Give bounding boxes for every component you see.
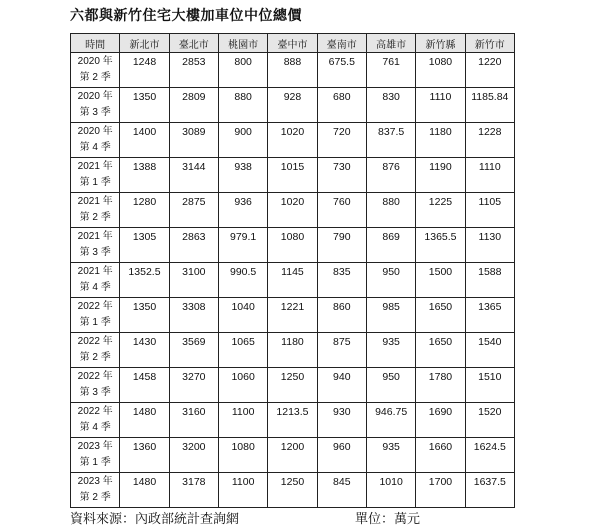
quarter-label: 第 3 季 bbox=[79, 387, 111, 398]
value-cell: 950 bbox=[366, 263, 415, 298]
year-label: 2021 年 bbox=[77, 231, 113, 242]
value-cell: 1458 bbox=[120, 368, 169, 403]
value-cell: 1637.5 bbox=[465, 473, 514, 508]
value-cell: 1780 bbox=[416, 368, 465, 403]
value-cell: 800 bbox=[218, 53, 267, 88]
column-header: 新竹市 bbox=[465, 34, 514, 53]
value-cell: 675.5 bbox=[317, 53, 366, 88]
time-cell bbox=[71, 88, 120, 123]
value-cell: 1010 bbox=[366, 473, 415, 508]
value-cell: 880 bbox=[218, 88, 267, 123]
quarter-label: 第 2 季 bbox=[79, 492, 111, 503]
value-cell: 1220 bbox=[465, 53, 514, 88]
value-cell: 3089 bbox=[169, 123, 218, 158]
value-cell: 936 bbox=[218, 193, 267, 228]
value-cell: 1213.5 bbox=[268, 403, 317, 438]
column-header: 新竹縣 bbox=[416, 34, 465, 53]
table-row bbox=[71, 473, 515, 508]
quarter-label: 第 1 季 bbox=[79, 317, 111, 328]
value-cell: 1185.84 bbox=[465, 88, 514, 123]
value-cell: 1305 bbox=[120, 228, 169, 263]
time-cell bbox=[71, 473, 120, 508]
quarter-label: 第 2 季 bbox=[79, 72, 111, 83]
value-cell: 1250 bbox=[268, 368, 317, 403]
value-cell: 1180 bbox=[416, 123, 465, 158]
value-cell: 1660 bbox=[416, 438, 465, 473]
value-cell: 1350 bbox=[120, 298, 169, 333]
value-cell: 938 bbox=[218, 158, 267, 193]
value-cell: 985 bbox=[366, 298, 415, 333]
value-cell: 1624.5 bbox=[465, 438, 514, 473]
value-cell: 760 bbox=[317, 193, 366, 228]
time-cell bbox=[71, 228, 120, 263]
table-row bbox=[71, 438, 515, 473]
year-label: 2022 年 bbox=[77, 406, 113, 417]
year-label: 2022 年 bbox=[77, 371, 113, 382]
value-cell: 1080 bbox=[268, 228, 317, 263]
value-cell: 1650 bbox=[416, 333, 465, 368]
value-cell: 835 bbox=[317, 263, 366, 298]
time-cell bbox=[71, 438, 120, 473]
value-cell: 950 bbox=[366, 368, 415, 403]
quarter-label: 第 3 季 bbox=[79, 107, 111, 118]
value-cell: 1365 bbox=[465, 298, 514, 333]
value-cell: 1015 bbox=[268, 158, 317, 193]
value-cell: 940 bbox=[317, 368, 366, 403]
value-cell: 935 bbox=[366, 333, 415, 368]
value-cell: 830 bbox=[366, 88, 415, 123]
value-cell: 837.5 bbox=[366, 123, 415, 158]
column-header: 臺南市 bbox=[317, 34, 366, 53]
table-row bbox=[71, 53, 515, 88]
value-cell: 1145 bbox=[268, 263, 317, 298]
column-header: 臺中市 bbox=[268, 34, 317, 53]
value-cell: 2853 bbox=[169, 53, 218, 88]
value-cell: 1080 bbox=[218, 438, 267, 473]
value-cell: 875 bbox=[317, 333, 366, 368]
value-cell: 1060 bbox=[218, 368, 267, 403]
quarter-label: 第 4 季 bbox=[79, 422, 111, 433]
table-row bbox=[71, 123, 515, 158]
quarter-label: 第 2 季 bbox=[79, 352, 111, 363]
value-cell: 876 bbox=[366, 158, 415, 193]
table-row bbox=[71, 193, 515, 228]
value-cell: 1360 bbox=[120, 438, 169, 473]
value-cell: 3144 bbox=[169, 158, 218, 193]
value-cell: 761 bbox=[366, 53, 415, 88]
column-header: 桃園市 bbox=[218, 34, 267, 53]
value-cell: 979.1 bbox=[218, 228, 267, 263]
value-cell: 1352.5 bbox=[120, 263, 169, 298]
column-header: 時間 bbox=[71, 34, 120, 53]
value-cell: 1110 bbox=[416, 88, 465, 123]
value-cell: 1248 bbox=[120, 53, 169, 88]
time-cell bbox=[71, 403, 120, 438]
value-cell: 845 bbox=[317, 473, 366, 508]
value-cell: 900 bbox=[218, 123, 267, 158]
value-cell: 869 bbox=[366, 228, 415, 263]
unit-label: 單位：萬元 bbox=[355, 512, 421, 527]
value-cell: 860 bbox=[317, 298, 366, 333]
value-cell: 1110 bbox=[465, 158, 514, 193]
value-cell: 928 bbox=[268, 88, 317, 123]
table-row bbox=[71, 298, 515, 333]
value-cell: 790 bbox=[317, 228, 366, 263]
value-cell: 3100 bbox=[169, 263, 218, 298]
value-cell: 935 bbox=[366, 438, 415, 473]
value-cell: 1180 bbox=[268, 333, 317, 368]
value-cell: 3308 bbox=[169, 298, 218, 333]
value-cell: 1540 bbox=[465, 333, 514, 368]
quarter-label: 第 4 季 bbox=[79, 282, 111, 293]
time-cell bbox=[71, 333, 120, 368]
value-cell: 930 bbox=[317, 403, 366, 438]
value-cell: 1105 bbox=[465, 193, 514, 228]
time-cell bbox=[71, 158, 120, 193]
column-header: 臺北市 bbox=[169, 34, 218, 53]
value-cell: 2875 bbox=[169, 193, 218, 228]
table-row bbox=[71, 158, 515, 193]
value-cell: 1228 bbox=[465, 123, 514, 158]
quarter-label: 第 1 季 bbox=[79, 177, 111, 188]
value-cell: 1250 bbox=[268, 473, 317, 508]
quarter-label: 第 4 季 bbox=[79, 142, 111, 153]
value-cell: 1350 bbox=[120, 88, 169, 123]
year-label: 2023 年 bbox=[77, 441, 113, 452]
value-cell: 1388 bbox=[120, 158, 169, 193]
year-label: 2022 年 bbox=[77, 336, 113, 347]
column-header: 高雄市 bbox=[366, 34, 415, 53]
value-cell: 3200 bbox=[169, 438, 218, 473]
value-cell: 1480 bbox=[120, 403, 169, 438]
value-cell: 888 bbox=[268, 53, 317, 88]
value-cell: 1040 bbox=[218, 298, 267, 333]
table-row bbox=[71, 263, 515, 298]
table-row bbox=[71, 403, 515, 438]
year-label: 2021 年 bbox=[77, 196, 113, 207]
value-cell: 1650 bbox=[416, 298, 465, 333]
table-header-row bbox=[71, 34, 515, 53]
quarter-label: 第 1 季 bbox=[79, 457, 111, 468]
time-cell bbox=[71, 298, 120, 333]
value-cell: 1690 bbox=[416, 403, 465, 438]
table-row bbox=[71, 88, 515, 123]
time-cell bbox=[71, 123, 120, 158]
value-cell: 990.5 bbox=[218, 263, 267, 298]
value-cell: 1500 bbox=[416, 263, 465, 298]
value-cell: 1520 bbox=[465, 403, 514, 438]
time-cell bbox=[71, 263, 120, 298]
year-label: 2020 年 bbox=[77, 56, 113, 67]
value-cell: 1020 bbox=[268, 193, 317, 228]
value-cell: 680 bbox=[317, 88, 366, 123]
value-cell: 1430 bbox=[120, 333, 169, 368]
value-cell: 880 bbox=[366, 193, 415, 228]
time-cell bbox=[71, 53, 120, 88]
price-table bbox=[70, 33, 515, 508]
table-row bbox=[71, 333, 515, 368]
value-cell: 1700 bbox=[416, 473, 465, 508]
value-cell: 1225 bbox=[416, 193, 465, 228]
value-cell: 1365.5 bbox=[416, 228, 465, 263]
value-cell: 1130 bbox=[465, 228, 514, 263]
table-row bbox=[71, 228, 515, 263]
value-cell: 1020 bbox=[268, 123, 317, 158]
value-cell: 1100 bbox=[218, 473, 267, 508]
year-label: 2022 年 bbox=[77, 301, 113, 312]
time-cell bbox=[71, 193, 120, 228]
time-cell bbox=[71, 368, 120, 403]
value-cell: 946.75 bbox=[366, 403, 415, 438]
quarter-label: 第 2 季 bbox=[79, 212, 111, 223]
page-title: 六都與新竹住宅大樓加車位中位總價 bbox=[70, 8, 302, 24]
year-label: 2020 年 bbox=[77, 126, 113, 137]
value-cell: 1510 bbox=[465, 368, 514, 403]
value-cell: 1221 bbox=[268, 298, 317, 333]
value-cell: 1065 bbox=[218, 333, 267, 368]
value-cell: 1588 bbox=[465, 263, 514, 298]
value-cell: 960 bbox=[317, 438, 366, 473]
value-cell: 1190 bbox=[416, 158, 465, 193]
data-source: 資料來源：內政部統計查詢網 bbox=[70, 512, 240, 527]
value-cell: 1200 bbox=[268, 438, 317, 473]
year-label: 2023 年 bbox=[77, 476, 113, 487]
value-cell: 1400 bbox=[120, 123, 169, 158]
table-row bbox=[71, 368, 515, 403]
year-label: 2020 年 bbox=[77, 91, 113, 102]
value-cell: 1080 bbox=[416, 53, 465, 88]
value-cell: 2863 bbox=[169, 228, 218, 263]
value-cell: 2809 bbox=[169, 88, 218, 123]
value-cell: 1280 bbox=[120, 193, 169, 228]
year-label: 2021 年 bbox=[77, 161, 113, 172]
value-cell: 3270 bbox=[169, 368, 218, 403]
year-label: 2021 年 bbox=[77, 266, 113, 277]
value-cell: 1480 bbox=[120, 473, 169, 508]
column-header: 新北市 bbox=[120, 34, 169, 53]
value-cell: 730 bbox=[317, 158, 366, 193]
value-cell: 1100 bbox=[218, 403, 267, 438]
value-cell: 3569 bbox=[169, 333, 218, 368]
value-cell: 3160 bbox=[169, 403, 218, 438]
quarter-label: 第 3 季 bbox=[79, 247, 111, 258]
value-cell: 3178 bbox=[169, 473, 218, 508]
value-cell: 720 bbox=[317, 123, 366, 158]
